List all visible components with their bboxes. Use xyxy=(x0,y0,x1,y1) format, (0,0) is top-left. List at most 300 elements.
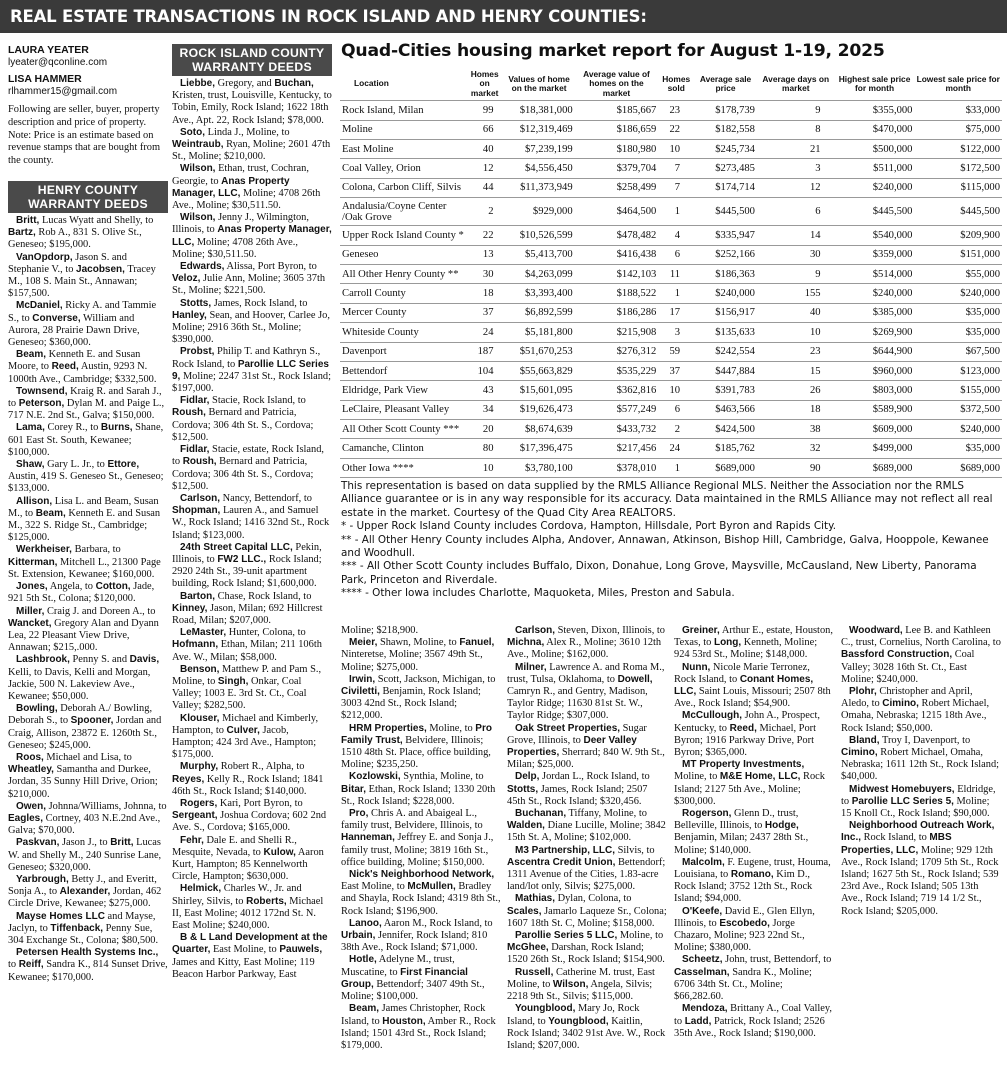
location-cell: Geneseo xyxy=(340,245,466,264)
value-cell: 4 xyxy=(658,226,694,245)
deed-entry xyxy=(674,857,834,906)
seller-name: Bland, xyxy=(849,734,880,746)
market-table xyxy=(340,68,1002,478)
seller-name: Lama, xyxy=(16,422,45,434)
value-cell: $18,381,000 xyxy=(503,101,574,120)
bottom-column-1 xyxy=(341,625,501,1072)
buyer-name: Pro Family Trust, xyxy=(341,722,492,746)
entry-detail: Rob A., 831 S. Olive St., Geneseo; $195,000. xyxy=(8,227,142,251)
value-cell: $372,500 xyxy=(914,400,1002,419)
deed-entry xyxy=(8,801,168,838)
buyer-name: Roush, xyxy=(172,407,206,419)
entry-text: Lawrence A. and Roma M., trust, Tulsa, Oklahoma, to xyxy=(507,661,665,685)
value-cell: $240,000 xyxy=(694,284,757,303)
entry-detail: William and Aurora, 28 Prairie Dawn Drive, Geneseo; $360,000. xyxy=(8,312,140,349)
entry-detail: Sherrard; 840 W. 9th St., Milan; $25,000. xyxy=(507,747,665,771)
deed-entry xyxy=(172,346,332,395)
entry-detail: Ethan, Milan; 211 106th Ave. W., Milan; $58,000. xyxy=(172,639,322,663)
market-notes xyxy=(341,480,1003,601)
value-cell: $35,000 xyxy=(914,439,1002,458)
entry-text: Shawn, Moline, to xyxy=(377,637,460,649)
value-cell: $335,947 xyxy=(694,226,757,245)
buyer-name: Burns, xyxy=(100,422,133,434)
buyer-name: Kulow, xyxy=(263,846,296,858)
value-cell: $589,900 xyxy=(835,400,915,419)
deed-entry xyxy=(172,627,332,664)
seller-name: Paskvan, xyxy=(16,837,60,849)
entry-text: Robert R., Alpha, to xyxy=(218,761,305,773)
value-cell: $929,000 xyxy=(503,198,574,226)
value-cell: 15 xyxy=(757,361,835,380)
value-cell: $689,000 xyxy=(835,458,915,477)
seller-name: Carlson, xyxy=(515,625,556,636)
buyer-name: Bartz, xyxy=(8,227,36,239)
column-header: Lowest sale price for month xyxy=(916,73,1000,94)
entry-text: Matthew P. and Pam S., Moline, to xyxy=(172,663,322,687)
buyer-name: Youngblood, xyxy=(548,1015,609,1027)
entry-detail: Jamarlo Laqueze Sr., Colona; 1607 18th St. C, Moline; $158,000. xyxy=(507,905,667,929)
deed-entry xyxy=(341,808,501,869)
value-cell: 66 xyxy=(466,120,504,139)
seller-name: Youngblood, xyxy=(515,1003,576,1015)
buyer-name: Dowell, xyxy=(617,673,653,685)
deed-entry xyxy=(172,883,332,932)
deed-entry xyxy=(507,808,667,845)
value-cell: $478,482 xyxy=(575,226,659,245)
value-cell: $391,783 xyxy=(694,381,757,400)
seller-name: Murphy, xyxy=(180,761,219,773)
buyer-name: FW2 LLC., xyxy=(217,553,267,565)
buyer-name: Reed, xyxy=(729,722,757,734)
entry-text: Arthur E., estate, Houston, Texas, to xyxy=(674,625,833,649)
table-row xyxy=(340,120,1002,139)
value-cell: $577,249 xyxy=(575,400,659,419)
entry-text: Johnna/Williams, Johnna, to xyxy=(46,800,167,812)
seller-name: Beam, xyxy=(16,349,47,361)
value-cell: $511,000 xyxy=(835,159,915,178)
value-cell: $424,500 xyxy=(694,420,757,439)
deed-entry xyxy=(341,918,501,955)
deed-entry xyxy=(841,686,1001,735)
deed-entry xyxy=(8,496,168,545)
deed-entry xyxy=(674,710,834,759)
value-cell: 80 xyxy=(466,439,504,458)
table-row xyxy=(340,361,1002,380)
market-table-body xyxy=(340,101,1002,478)
entry-text: Chris A. and Abaigeal L., family trust, Belvidere, Illinois, to xyxy=(341,808,483,832)
value-cell: $445,500 xyxy=(694,198,757,226)
market-note: * - Upper Rock Island County includes Cordova, Hampton, Hillsdale, Port Byron and Rapids City. xyxy=(341,520,837,533)
deed-entry xyxy=(172,493,332,542)
buyer-name: MBS Properties, LLC, xyxy=(841,832,952,856)
location-cell: Other Iowa **** xyxy=(340,458,466,477)
value-cell: $4,263,099 xyxy=(503,264,574,283)
location-cell: Andalusia/Coyne Center /Oak Grove xyxy=(340,198,466,226)
entry-detail: Mitchell L., 21300 Page St. Extension, Kewanee; $160,000. xyxy=(8,556,161,580)
buyer-name: Bassford Construction, xyxy=(841,649,953,661)
byline-email-1[interactable]: lyeater@qconline.com xyxy=(8,56,108,68)
location-cell: Moline xyxy=(340,120,466,139)
deed-entry xyxy=(341,637,501,674)
column-header: Average days on market xyxy=(762,73,830,94)
value-cell: 37 xyxy=(658,361,694,380)
value-cell: $3,393,400 xyxy=(503,284,574,303)
location-cell: East Moline xyxy=(340,140,466,159)
deed-entry xyxy=(172,591,332,628)
seller-name: Allison, xyxy=(16,495,53,507)
entry-detail: Kristen, trust, Louisville, Kentucky, to Tobin, Emily, Rock Island; 1622 18th Ave., Apt. 22, Rock Island; $78,000. xyxy=(172,90,332,126)
seller-name: Liebbe, xyxy=(180,78,216,89)
value-cell: $240,000 xyxy=(835,178,915,197)
seller-name: Scheetz, xyxy=(682,954,723,966)
value-cell: $433,732 xyxy=(575,420,659,439)
entry-detail: Coal Valley; 3028 16th St. Ct., East Moline; $240,000. xyxy=(841,649,975,685)
buyer-name: Roush, xyxy=(182,456,217,468)
seller-name: Mayse Homes LLC xyxy=(16,910,105,922)
deed-entry xyxy=(341,723,501,772)
entry-detail: Patrick, Rock Island; 2526 35th Ave., Rock Island; $190,000. xyxy=(674,1015,825,1039)
value-cell: $540,000 xyxy=(835,226,915,245)
seller-name: LeMaster, xyxy=(180,627,227,639)
deed-entry xyxy=(341,674,501,723)
entry-detail: Samantha and Durkee, Jordan, 35 Sunny Hill Drive, Orion; $210,000. xyxy=(8,764,158,800)
entry-text: Stacie, Rock Island, to xyxy=(209,395,306,407)
deed-entry xyxy=(8,752,168,801)
deed-entry xyxy=(674,808,834,857)
table-row xyxy=(340,178,1002,197)
page-banner: REAL ESTATE TRANSACTIONS IN ROCK ISLAND AND HENRY COUNTIES: xyxy=(0,0,1007,33)
value-cell: $17,396,475 xyxy=(503,439,574,458)
seller-name: Bowling, xyxy=(16,703,58,715)
seller-name: Neighborhood Outreach Work, Inc., xyxy=(841,820,995,844)
buyer-name: Hanley, xyxy=(172,309,207,321)
buyer-name: Pauwels, xyxy=(279,944,323,956)
value-cell: 22 xyxy=(658,120,694,139)
buyer-name: Scales, xyxy=(507,905,542,917)
value-cell: $209,900 xyxy=(914,226,1002,245)
buyer-name: Cimino, xyxy=(882,698,919,710)
value-cell: $217,456 xyxy=(575,439,659,458)
value-cell: $186,659 xyxy=(575,120,659,139)
entry-text: Sugar Grove, Illinois, to xyxy=(507,722,647,746)
column-header: Highest sale price for month xyxy=(838,73,911,94)
value-cell: 17 xyxy=(658,303,694,322)
buyer-name: M&E Home, LLC, xyxy=(719,771,801,783)
value-cell: 30 xyxy=(757,245,835,264)
entry-detail: Moline; 4708 26th Ave., Moline; $30,511.50. xyxy=(172,187,321,212)
table-row xyxy=(340,245,1002,264)
seller-name: Klouser, xyxy=(180,712,220,724)
value-cell: $51,670,253 xyxy=(503,342,574,361)
value-cell: $135,633 xyxy=(694,323,757,342)
value-cell: 59 xyxy=(658,342,694,361)
value-cell: 13 xyxy=(466,245,504,264)
deed-entry xyxy=(841,625,1001,686)
entry-text: Angela, to xyxy=(47,581,96,593)
table-row xyxy=(340,198,1002,226)
value-cell: $174,714 xyxy=(694,178,757,197)
buyer-name: Ettore, xyxy=(107,459,140,471)
buyer-name: Hofmann, xyxy=(172,639,219,651)
seller-name: Owen, xyxy=(16,800,47,812)
entry-detail: Tracey M., 108 S. Main St., Annawan; $157,500. xyxy=(8,263,156,300)
entry-detail: Ethan, Rock Island; 1330 20th St., Rock Island; $228,000. xyxy=(341,783,496,807)
entry-detail: Shane, 601 East St. South, Kewanee; $100,000. xyxy=(8,422,164,458)
buyer-name: Reyes, xyxy=(172,773,205,785)
buyer-name: Wilson, xyxy=(552,978,589,990)
seller-name: VanOpdorp, xyxy=(16,251,73,263)
entry-detail: Gregory Alan and Dyann Lea, 22 Pleasant View Drive, Annawan; $215,.000. xyxy=(8,617,159,654)
entry-text: Moline, to xyxy=(617,930,664,942)
entry-detail: Bettendorf; 1311 Avenue of the Cities, 1.83-acre land/lot only, Silvis; $275,000. xyxy=(507,856,666,893)
entry-text: Adelyne M., trust, Muscatine, to xyxy=(341,954,455,978)
entry-text: Michael and Lisa, to xyxy=(43,751,132,763)
table-row xyxy=(340,400,1002,419)
entry-text: Nicole Marie Terronez, Rock Island, to xyxy=(674,661,810,685)
entry-detail: Alex R., Moline; 3610 12th Ave., Moline; $162,000. xyxy=(507,637,662,661)
deed-entry xyxy=(341,771,501,808)
value-cell: $7,239,199 xyxy=(503,140,574,159)
deed-entry xyxy=(674,954,834,1003)
value-cell: 37 xyxy=(466,303,504,322)
entry-detail: Jade, 921 5th St., Colona; $120,000. xyxy=(8,581,155,605)
deed-entry xyxy=(8,911,168,948)
entry-text: Barbara, to xyxy=(71,544,121,556)
deed-entry xyxy=(172,664,332,713)
seller-name: Malcolm, xyxy=(682,856,725,868)
entry-text: Jason S. and Stephanie V., to xyxy=(8,251,127,275)
entry-text: Jordan L., Rock Island, to xyxy=(539,771,650,783)
entry-text: Michael and Kimberly, Hampton, to xyxy=(172,712,319,736)
seller-name: Probst, xyxy=(180,346,215,358)
entry-text: East Moline, to xyxy=(210,944,280,956)
location-cell: All Other Scott County *** xyxy=(340,420,466,439)
entry-detail: Moline; 2247 31st St., Rock Island; $197,000. xyxy=(172,370,332,395)
value-cell: 99 xyxy=(466,101,504,120)
buyer-name: Urbain, xyxy=(341,930,376,942)
table-row xyxy=(340,159,1002,178)
location-cell: Rock Island, Milan xyxy=(340,101,466,120)
seller-name: Delp, xyxy=(515,771,540,783)
deed-entry xyxy=(8,544,168,581)
buyer-name: Peterson, xyxy=(18,398,65,410)
entry-text: Lisa L. and Beam, Susan M., to xyxy=(8,495,159,519)
buyer-name: Singh, xyxy=(217,675,249,687)
entry-detail: Moline; 15 Knoll Ct., Rock Island; $90,000. xyxy=(841,795,990,820)
deed-entry xyxy=(8,422,168,459)
value-cell: $240,000 xyxy=(914,284,1002,303)
value-cell: $12,319,469 xyxy=(503,120,574,139)
seller-name: Shaw, xyxy=(16,459,45,471)
value-cell: $123,000 xyxy=(914,361,1002,380)
buyer-name: Stotts, xyxy=(507,783,539,795)
buyer-name: Tiffenback, xyxy=(50,922,104,934)
seller-name: Townsend, xyxy=(16,385,68,397)
location-cell: Davenport xyxy=(340,342,466,361)
bottom-column-3 xyxy=(674,625,834,1072)
deed-entry xyxy=(172,127,332,164)
entry-detail: Ryan, Moline; 2601 47th St., Moline; $210,000. xyxy=(172,139,331,163)
seller-name: Fidlar, xyxy=(180,395,210,407)
value-cell: 155 xyxy=(757,284,835,303)
entry-detail: Bradley and Shayla, Rock Island; 4319 8th St., Rock Island; $196,900. xyxy=(341,881,501,917)
value-cell: $180,980 xyxy=(575,140,659,159)
entry-text: Lee B. and Kathleen C., trust, Cornelius, North Carolina, to xyxy=(841,625,1001,649)
value-cell: 9 xyxy=(757,101,835,120)
seller-name: McDaniel, xyxy=(16,300,63,312)
byline-name-1: LAURA YEATER xyxy=(8,44,89,56)
entry-detail: Saint Louis, Missouri; 2507 8th Ave., Rock Island; $54,900. xyxy=(674,686,831,710)
entry-detail: Jorge Chazaro, Moline; 923 22nd St., Moline; $380,000. xyxy=(674,917,805,954)
deed-entry xyxy=(8,215,168,252)
entry-detail: Robert Michael, Omaha, Nebraska; 1611 12th St., Rock Island; $40,000. xyxy=(841,747,1000,783)
entry-detail: Jacob, Hampton; 424 3rd Ave., Hampton; $175,000. xyxy=(172,724,317,761)
entry-detail: Michael II, East Moline; 4012 172nd St. N. East Moline; $240,000. xyxy=(172,895,324,932)
buyer-name: Ascentra Credit Union, xyxy=(507,856,616,868)
buyer-name: Escobedo, xyxy=(719,917,770,929)
deed-entry xyxy=(674,662,834,711)
entry-text: Moline, to xyxy=(426,722,476,734)
seller-name: Greiner, xyxy=(682,625,720,636)
seller-name: Stotts, xyxy=(180,297,212,309)
entry-detail: Dylan M. and Paige L., 717 N.E. 2nd St., Galva; $150,000. xyxy=(8,398,165,422)
entry-detail: Kenneth E. and Susan M., 322 S. Ridge St., Cambridge; $125,000. xyxy=(8,507,161,544)
deed-entry xyxy=(507,625,667,662)
buyer-name: Weintraub, xyxy=(172,139,224,151)
buyer-name: First Financial Group, xyxy=(341,966,468,990)
value-cell: $447,884 xyxy=(694,361,757,380)
table-row xyxy=(340,439,1002,458)
entry-detail: Aaron Kurt, Hampton; 85 Kennelworth Circle, Hampton; $630,000. xyxy=(172,846,324,883)
value-cell: 104 xyxy=(466,361,504,380)
market-table-header xyxy=(340,68,1002,101)
location-cell: Colona, Carbon Cliff, Silvis xyxy=(340,178,466,197)
value-cell: $464,500 xyxy=(575,198,659,226)
location-cell: Bettendorf xyxy=(340,361,466,380)
entry-detail: Sandra K., 814 Sunset Drive, Kewanee; $170,000. xyxy=(8,959,168,983)
deed-entry xyxy=(172,395,332,444)
deed-entry xyxy=(841,735,1001,784)
entry-detail: Cortney, 403 N.E.2nd Ave., Galva; $70,000. xyxy=(8,812,161,837)
value-cell: 1 xyxy=(658,198,694,226)
value-cell: $155,000 xyxy=(914,381,1002,400)
column-header: Values of home on the market xyxy=(508,73,570,94)
column-header: Homes on market xyxy=(470,69,499,98)
buyer-name: Shopman, xyxy=(172,505,221,517)
value-cell: $55,000 xyxy=(914,264,1002,283)
entry-text: Stacie, estate, Rock Island, to xyxy=(172,444,325,468)
value-cell: 1 xyxy=(658,284,694,303)
entry-detail: Angela, Silvis; 2218 9th St., Silvis; $115,000. xyxy=(507,978,653,1003)
seller-name: Petersen Health Systems Inc., xyxy=(16,947,159,959)
value-cell: $6,892,599 xyxy=(503,303,574,322)
byline-email-2[interactable]: rlhammer15@gmail.com xyxy=(8,85,118,97)
deed-entry xyxy=(341,1003,501,1052)
deed-entry xyxy=(8,386,168,423)
intro-note: Following are seller, buyer, property description and price of property. Note: Price is an estimate based on revenue stamps that are bought from the county. xyxy=(8,104,161,166)
entry-text: Moline; $218,900. xyxy=(341,625,419,636)
seller-name: Woodward, xyxy=(849,625,903,636)
value-cell: $35,000 xyxy=(914,323,1002,342)
buyer-name: Buchan, xyxy=(274,78,314,89)
seller-name: Lanoo, xyxy=(349,917,382,929)
deed-entry xyxy=(674,906,834,955)
value-cell: $416,438 xyxy=(575,245,659,264)
value-cell: $644,900 xyxy=(835,342,915,361)
entry-detail: Kelly R., Rock Island; 1841 46th St., Rock Island; $140,000. xyxy=(172,773,324,797)
deed-entry xyxy=(8,459,168,496)
buyer-name: Civiletti, xyxy=(341,686,380,698)
seller-name: Rogers, xyxy=(180,797,218,809)
value-cell: 20 xyxy=(466,420,504,439)
seller-name: M3 Partnership, LLC, xyxy=(515,844,616,856)
entry-text: to xyxy=(8,959,19,971)
value-cell: 34 xyxy=(466,400,504,419)
entry-text: John A., Prospect, Kentucky, to xyxy=(674,710,820,734)
location-cell: Carroll County xyxy=(340,284,466,303)
buyer-name: Hanneman, xyxy=(341,832,395,844)
buyer-name: Cotton, xyxy=(95,581,131,593)
value-cell: 10 xyxy=(658,140,694,159)
value-cell: 40 xyxy=(757,303,835,322)
buyer-name: Walden, xyxy=(507,820,545,832)
table-row xyxy=(340,284,1002,303)
value-cell: $75,000 xyxy=(914,120,1002,139)
entry-text: Craig J. and Doreen A., to xyxy=(44,605,156,617)
value-cell: 10 xyxy=(658,381,694,400)
seller-name: Parollie Series 5 LLC, xyxy=(515,930,618,942)
entry-text: Glenn D., trust, Belleville, Illinois, to xyxy=(674,808,799,832)
seller-name: Wilson, xyxy=(180,163,216,175)
entry-text: Silvis, to xyxy=(615,844,655,856)
deed-entry xyxy=(8,300,168,349)
value-cell: 1 xyxy=(658,458,694,477)
value-cell: $186,363 xyxy=(694,264,757,283)
location-cell: Upper Rock Island County * xyxy=(340,226,466,245)
deed-entry xyxy=(8,252,168,301)
market-report-title: Quad-Cities housing market report for August 1-19, 2025 xyxy=(341,41,885,61)
value-cell: $151,000 xyxy=(914,245,1002,264)
entry-detail: Robert Michael, Omaha, Nebraska; 1215 18th Ave., Rock Island; $50,000. xyxy=(841,698,990,734)
value-cell: 26 xyxy=(757,381,835,400)
entry-text: Betty J., and Everitt, Sonja A., to xyxy=(8,873,157,898)
buyer-name: Veloz, xyxy=(172,273,201,285)
henry-entry-list xyxy=(8,215,168,984)
seller-name: Fehr, xyxy=(180,834,204,846)
value-cell: 32 xyxy=(757,439,835,458)
entry-detail: Bernard and Patricia, Cordova; 306 4th St. S., Cordova; $12,500. xyxy=(172,456,314,492)
value-cell: 14 xyxy=(757,226,835,245)
henry-county-heading: HENRY COUNTY WARRANTY DEEDS xyxy=(8,181,168,213)
seller-name: Roos, xyxy=(16,751,44,763)
entry-detail: Jennifer, Rock Island; 810 38th Ave., Rock Island; $71,000. xyxy=(341,930,488,954)
entry-detail: Austin, 9293 N. 1000th Ave., Cambridge; $332,500. xyxy=(8,361,157,385)
deed-entry xyxy=(674,1003,834,1040)
value-cell: $245,734 xyxy=(694,140,757,159)
bottom-column-2 xyxy=(507,625,667,1072)
buyer-name: Kitterman, xyxy=(8,556,58,568)
table-row xyxy=(340,226,1002,245)
seller-name: Nunn, xyxy=(682,661,711,673)
seller-name: McCullough, xyxy=(682,710,742,722)
value-cell: 21 xyxy=(757,140,835,159)
buyer-name: Spooner, xyxy=(70,715,114,727)
rock-entry-list xyxy=(172,78,332,981)
value-cell: 7 xyxy=(658,178,694,197)
buyer-name: Fanuel, xyxy=(459,637,495,649)
seller-name: Nick's Neighborhood Network, xyxy=(349,869,495,881)
buyer-name: Eagles, xyxy=(8,812,44,824)
